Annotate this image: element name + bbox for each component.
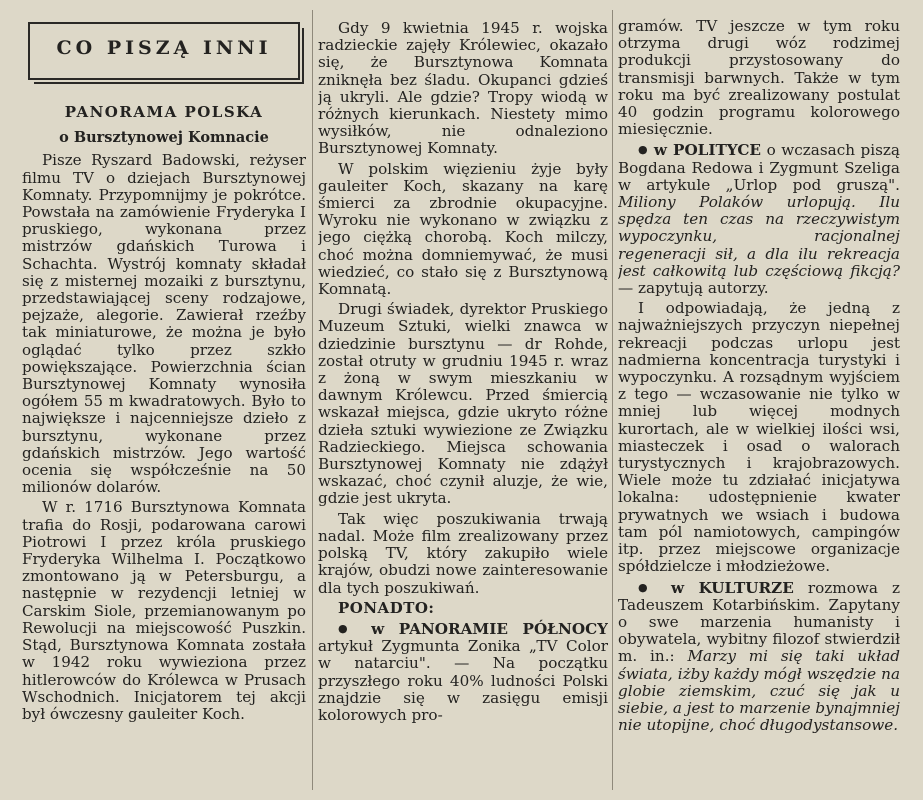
- review-item-panorama: [318, 620, 608, 724]
- quoted-text: Marzy mi się taki układ świata, iżby każdy mógł wszędzie na globie ziemskim, czuć się jak u siebie, a jest to marzenie bynajmniej nie utopijne, choć długodystansowe.: [618, 647, 900, 735]
- article-paragraph: Tak więc poszukiwania trwają nadal. Może film zrealizowany przez polską TV, który zakupiło wiele krajów, obudzi nowe zainteresowanie dla tych poszukiwań.: [318, 509, 608, 597]
- bullet-icon: ●: [338, 621, 357, 635]
- column-divider: [612, 10, 613, 790]
- article-paragraph: W polskim więzieniu żyje były gauleiter Koch, skazany na karę śmierci za zbrodnie okupacyjne. Wyroku nie wykonano w związku z jego ciężką chorobą. Koch milczy, choć można domniemywać, że musi wiedzieć, co stało się z Bursztynową Komnatą.: [318, 159, 608, 299]
- review-item-kultura: [618, 579, 900, 735]
- review-item-polityka: [618, 141, 900, 297]
- column-masthead: [28, 22, 300, 80]
- article-paragraph: W r. 1716 Bursztynowa Komnata trafia do Rosji, podarowana carowi Piotrowi I przez króla pruskiego Fryderyka Wilhelma I. Początkowo zmontowano ją w Petersburgu, a następnie w rezydencji letniej w Carskim Siole, przemianowanym po Rewolucji na miejscowość Puszkin. Stąd, Bursztynowa Komnata została w 1942 roku wywieziona przez hitlerowców do Królewca w Prusach Wschodnich. Inicjatorem tej akcji był ówczesny gauleiter Koch.: [22, 498, 306, 723]
- publication-name: w POLITYCE: [653, 141, 761, 160]
- section-heading: PANORAMA POLSKA: [64, 103, 264, 121]
- review-text: artykuł Zygmunta Zonika „TV Color w natarciu". — Na początku przyszłego roku 40% ludności Polski znajdzie się w zasięgu emisji kolorowych pro-: [318, 637, 608, 724]
- bullet-icon: ●: [638, 143, 649, 157]
- publication-name: w PANORAMIE PÓŁNOCY: [371, 619, 608, 638]
- article-paragraph: Drugi świadek, dyrektor Pruskiego Muzeum Sztuki, wielki znawca w dziedzinie bursztynu — dr Rohde, został otruty w grudniu 1945 r. wraz z żoną w swym mieszkaniu w dawnym Królewcu. Przed śmiercią wskazał miejsca, gdzie ukryto różne dzieła sztuki wywiezione ze Związku Radzieckiego. Miejsca schowania Bursztynowej Komnaty nie zdążył wskazać, choć czynił aluzje, że wie, gdzie jest ukryta.: [318, 300, 608, 508]
- review-text: rozmowa z Tadeuszem Kotarbińskim. Zapytany o swe marzenia humanisty i obywatela, wybitny filozof stwierdził m. in.:: [618, 578, 900, 666]
- article-paragraph: I odpowiadają, że jedną z najważniejszych przyczyn niepełnej rekreacji podczas urlopu jest nadmierna koncentracja turystyki i wypoczynku. A rozsądnym wyjściem z tego — wczasowanie nie tylko w mniej lub więcej modnych kurortach, ale w wielkiej ilości wsi, miasteczek i osad o walorach turystycznych i krajobrazowych. Wiele może tu zdziałać inicjatywa lokalna: udostępnienie kwater prywatnych we wsiach i budowa tam pól namiotowych, campingów itp. przez miejscowe organizacje spółdzielcze i młodzieżowe.: [618, 299, 900, 576]
- ponadto-label: PONADTO:: [338, 598, 435, 617]
- quoted-text: Miliony Polaków urlopują. Ilu spędza ten czas na rzeczywistym wypoczynku, racjonalnej regeneracji sił, a dla ilu rekreacja jest całkowitą lub częściową fikcją?: [618, 193, 900, 280]
- article-subheading: o Bursztynowej Komnacie: [59, 129, 269, 147]
- review-text: o wczasach piszą Bogdana Redowa i Zygmunt Szeliga w artykule „Urlop pod gruszą".: [618, 141, 900, 194]
- column-2: [318, 0, 608, 800]
- article-paragraph: Gdy 9 kwietnia 1945 r. wojska radzieckie zajęły Królewiec, okazało się, że Bursztynowa Komnata zniknęła bez śladu. Okupanci gdzieś ją ukryli. Ale gdzie? Tropy wiodą w różnych kierunkach. Niestety mimo wysiłków, nie odnaleziono Bursztynowej Komnaty.: [318, 19, 608, 158]
- article-paragraph: gramów. TV jeszcze w tym roku otrzyma drugi wóz rodzimej produkcji przystosowany do transmisji barwnych. Także w tym roku ma być zrealizowany postulat 40 godzin programu kolorowego miesięcznie.: [618, 17, 900, 139]
- article-paragraph: Pisze Ryszard Badowski, reżyser filmu TV o dziejach Bursztynowej Komnaty. Przypomnijmy je pokrótce. Powstała na zamówienie Fryderyka I pruskiego, wykonana przez mistrzów gdańskich Turowa i Schachta. Wystrój komnaty składał się z misternej mozaiki z bursztynu, przedstawiającej sceny rodzajowe, pejzaże, alegorie. Zawierał rzeźby tak miniaturowe, że można je było oglądać tylko przez szkło powiększające. Powierzchnia ścian Bursztynowej Komnaty wynosiła ogółem 55 m kwadratowych. Było to największe i najcenniejsze dzieło z bursztynu, wykonane przez gdańskich mistrzów. Jego wartość ocenia się współcześnie na 50 milionów dolarów.: [22, 151, 306, 497]
- column-divider: [312, 10, 313, 790]
- publication-name: w KULTURZE: [670, 578, 794, 597]
- bullet-icon: ●: [638, 580, 657, 594]
- column-1: [22, 0, 306, 800]
- masthead-title: CO PISZĄ INNI: [56, 37, 272, 59]
- column-3: [618, 0, 900, 800]
- review-text: — zapytują autorzy.: [618, 279, 769, 298]
